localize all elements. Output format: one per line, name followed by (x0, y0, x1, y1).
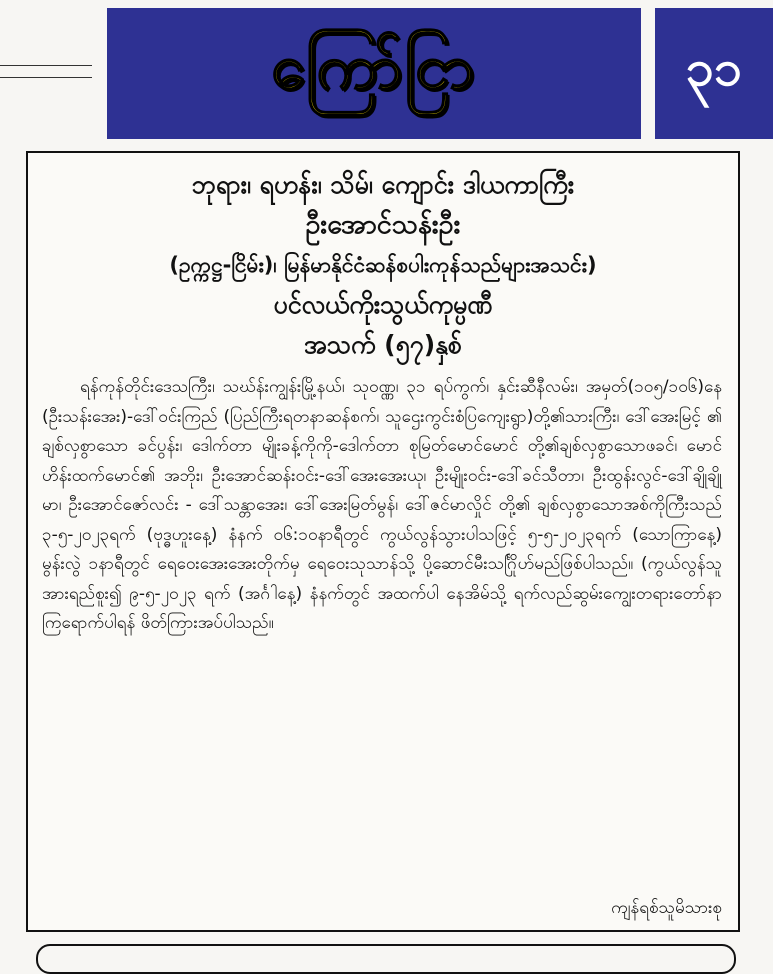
header-title: ကြော်ငြာ (271, 30, 477, 103)
heading-line: အသက် (၅၇)နှစ် (303, 330, 463, 359)
obituary-notice (26, 151, 740, 932)
heading-line: ပင်လယ်ကိုးသွယ်ကုမ္ပဏီ (273, 290, 493, 319)
notice-heading (28, 165, 738, 365)
left-margin-rule (0, 65, 92, 66)
signature: ကျန်ရစ်သူမိသားစု (611, 898, 722, 918)
heading-line: (ဥက္ကဋ္ဌ-ငြိမ်း)၊ မြန်မာနိုင်ငံဆန်စပါးကုန်သည်များအသင်း) (169, 253, 597, 277)
page-number-box (655, 8, 773, 139)
header-banner (107, 8, 641, 139)
heading-line: ဘုရား၊ ရဟန်း၊ သိမ်၊ ကျောင်း ဒါယကာကြီး (191, 170, 575, 199)
notice-body: ရန်ကုန်တိုင်းဒေသကြီး၊ သဃ်န်းကျွန်းမြို့နယ်၊ သုဝဏ္ဏ၊ ၃၁ ရပ်ကွက်၊ နှင်းဆီနီလမ်း၊ အမှတ်(၁၀၅/၁၀၆)နေ (ဦးသန်းအေး)-ဒေါ်ဝင်းကြည် (ပြည်ကြီးရတနာဆန်စက်၊ သူဌေးကွင်းစံပြကျေးရွာ)တို့၏သားကြီး၊ ဒေါ်အေးမြင့် ၏ ချစ်လှစွာသော ခင်ပွန်း၊ ဒေါက်တာ မျိုးခန့်ကိုကို-ဒေါက်တာ စုမြတ်မောင်မောင် တို့၏ချစ်လှစွာသောဖခင်၊ မောင်ဟိန်းထက်မောင်၏ အဘိုး၊ ဦးအောင်ဆန်းဝင်း-ဒေါ်အေးအေးယု၊ ဦးမျိုးဝင်း-ဒေါ်ခင်သီတာ၊ ဦးထွန်းလွင်-ဒေါ်ချိုချိုမာ၊ ဦးအောင်ဇော်လင်း - ဒေါ်သန္တာအေး၊ ဒေါ်အေးမြတ်မွန်၊ ဒေါ်ဇင်မာလှိုင် တို့၏ ချစ်လှစွာသောအစ်ကိုကြီးသည် ၃-၅-၂၀၂၃ရက် (ဗုဒ္ဓဟူးနေ့) နံနက် ၀၆:၁၀နာရီတွင် ကွယ်လွန်သွားပါသဖြင့် ၅-၅-၂၀၂၃ရက် (သောကြာနေ့) မွန်းလွဲ ၁နာရီတွင် ရေဝေးအေးအေးတိုက်မှ ရေဝေးသုသာန်သို့ ပို့ဆောင်မီးသင်္ဂြိုဟ်မည်ဖြစ်ပါသည်။ (ကွယ်လွန်သူအားရည်စူး၍ ၉-၅-၂၀၂၃ ရက် (အင်္ဂါနေ့) နံနက်တွင် အထက်ပါ နေအိမ်သို့ ရက်လည်ဆွမ်းကျွေးတရားတော်နာကြရောက်ပါရန် ဖိတ်ကြားအပ်ပါသည်။ (42, 377, 722, 633)
next-notice-border (36, 944, 736, 974)
left-margin-rule (0, 77, 92, 78)
page-number: ၃၁ (685, 39, 743, 97)
deceased-name: ဦးအောင်သန်းဦး (305, 209, 461, 240)
